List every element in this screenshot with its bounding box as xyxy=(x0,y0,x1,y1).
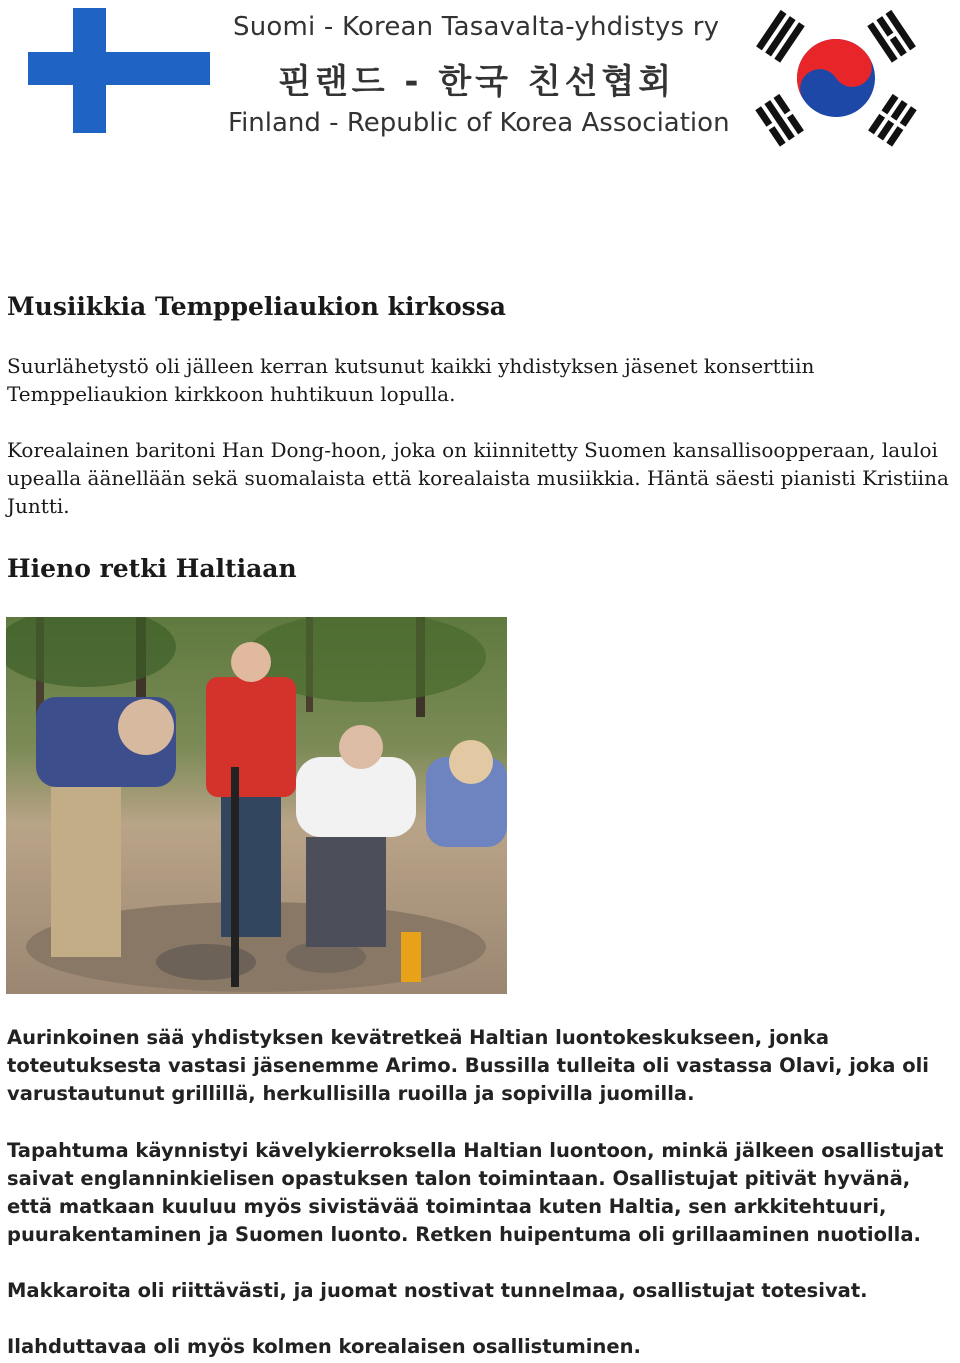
paragraph: Korealainen baritoni Han Dong-hoon, joka on kiinnitetty Suomen kansallisoopperaan, lauloi upealla äänellään sekä suomalaista että korealaista musiikkia. Häntä säesti pianisti Kristiina Juntti. xyxy=(7,438,949,518)
paragraph: Aurinkoinen sää yhdistyksen kevätretkeä Haltian luontokeskukseen, jonka toteutuksesta vastasi jäsenemme Arimo. Bussilla tulleita oli vastassa Olavi, joka oli varustautunut grillillä, herkullisilla ruoilla ja sopivilla juomilla. xyxy=(7,1026,929,1105)
paragraph: Suurlähetystö oli jälleen kerran kutsunut kaikki yhdistyksen jäsenet konserttiin Temppeliaukion kirkkoon huhtikuun lopulla. xyxy=(7,354,815,406)
header-title-finnish: Suomi - Korean Tasavalta-yhdistys ry xyxy=(233,12,720,42)
section-heading-trip: Hieno retki Haltiaan xyxy=(7,554,297,583)
section-heading-concert: Musiikkia Temppeliaukion kirkossa xyxy=(7,292,506,321)
paragraph: Ilahduttavaa oli myös kolmen korealaisen osallistuminen. xyxy=(7,1335,641,1358)
korea-flag-logo xyxy=(750,8,922,148)
photo-grilling-at-haltia xyxy=(6,617,507,994)
header-title-korean: 핀랜드 - 한국 친선협회 xyxy=(278,62,676,102)
paragraph: Tapahtuma käynnistyi kävelykierroksella Haltian luontoon, minkä jälkeen osallistujat saivat englanninkielisen opastuksen talon toimintaan. Osallistujat pitivät hyvänä, että matkaan kuuluu myös sivistävää toimintaa kuten Haltia, sen arkkitehtuuri, puurakentaminen ja Suomen luonto. Retken huipentuma oli grillaaminen nuotiolla. xyxy=(7,1139,944,1246)
finland-flag-logo xyxy=(28,8,210,133)
header-title-english: Finland - Republic of Korea Association xyxy=(228,108,730,138)
paragraph: Makkaroita oli riittävästi, ja juomat nostivat tunnelmaa, osallistujat totesivat. xyxy=(7,1279,868,1302)
